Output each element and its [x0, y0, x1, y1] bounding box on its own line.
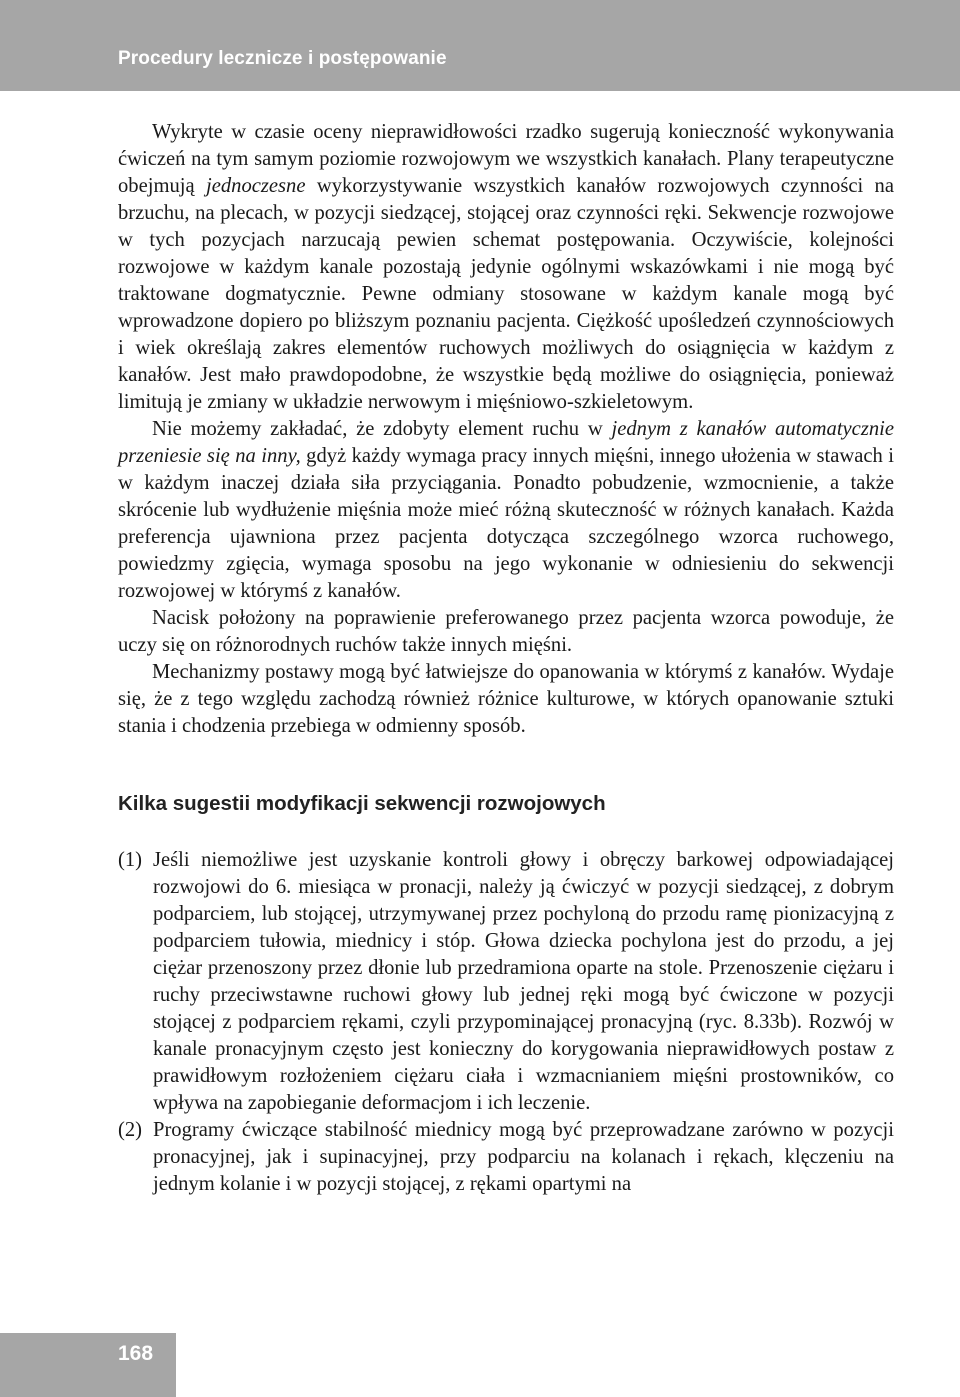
page-content — [118, 119, 894, 1198]
paragraph-2-text: Nie możemy zakładać, że zdobyty element ruchu w — [152, 418, 603, 440]
section-heading: Kilka sugestii modyfikacji sekwencji rozwojowych — [118, 792, 606, 815]
paragraph-1-text: Wykryte w czasie oceny nieprawidłowości rzadko sugerują konieczność wykonywania ćwiczeń na tym samym poziomie rozwojowym we wszystkich kanałach. Plany terapeutyczne obejmują — [118, 121, 894, 197]
list-item-number: (1) — [118, 849, 143, 871]
paragraph-4: Mechanizmy postawy mogą być łatwiejsze do opanowania w którymś z kanałów. Wydaje się, że z tego względu zachodzą również różnice kulturowe, w których opanowanie sztuki stania i chodzenia przebiega w odmienny sposób. — [118, 661, 894, 737]
paragraph-1 — [118, 119, 894, 416]
list-item — [118, 1117, 894, 1198]
header-bar — [0, 0, 960, 91]
paragraph-2 — [118, 416, 894, 605]
paragraph-2-rest: gdyż każdy wymaga pracy innych mięśni, innego ułożenia w stawach i w każdym inaczej działa siła przyciągania. Ponadto pobudzenie, wzmocnienie, a także skrócenie lub wydłużenie mięśnia może mieć różną skuteczność w różnych kanałach. Każda preferencja ujawniona przez pacjenta dotycząca szczególnego wzorca ruchowego, powiedzmy zgięcia, wymaga sposobu na jego wykonanie w odniesieniu do sekwencji rozwojowej w którymś z kanałów. — [118, 445, 894, 602]
list-item-text: Jeśli niemożliwe jest uzyskanie kontroli głowy i obręczy barkowej odpowiadającej rozwojowi do 6. miesiąca w pronacji, należy ją ćwiczyć w pozycji siedzącej, z dobrym podparciem, lub stojącej, utrzymywanej przez pochyloną do przodu ramę pionizacyjną z podparciem tułowia, miednicy i stóp. Głowa dziecka pochylona jest do przodu, a jej ciężar przenoszony przez dłonie lub przedramiona oparte na stole. Przenoszenie ciężaru i ruchy przeciwstawne ruchowi głowy lub jednej ręki mogą być ćwiczone w pozycji stojącej z podparciem rękami, czyli przypominającej pronacyjną (ryc. 8.33b). Rozwój w kanale pronacyjnym często jest konieczny do korygowania nieprawidłowych postaw z prawidłowym rozłożeniem ciężaru ciała i wzmacnianiem mięśni prostowników, co wpływa na zapobieganie deformacjom i ich leczenie. — [153, 849, 894, 1114]
paragraph-3: Nacisk położony na poprawienie preferowanego przez pacjenta wzorca powoduje, że uczy się on różnorodnych ruchów także innych mięśni. — [118, 607, 894, 656]
paragraph-2-emphasis: jednym z kanałów automatycznie przeniesie się na inny, — [118, 418, 894, 467]
paragraph-1-emphasis: jednoczesne — [206, 175, 306, 197]
list-item-number: (2) — [118, 1119, 143, 1141]
running-header-title: Procedury lecznicze i postępowanie — [118, 48, 447, 69]
page-number: 168 — [118, 1342, 154, 1365]
list-item-text: Programy ćwiczące stabilność miednicy mogą być przeprowadzane zarówno w pozycji pronacyjnej, jak i supinacyjnej, przy podparciu na kolanach i rękach, klęczeniu na jednym kolanie i w pozycji stojącej, z rękami opartymi na — [153, 1119, 894, 1195]
list-item — [118, 847, 894, 1117]
suggestion-list — [118, 847, 894, 1198]
paragraph-1-rest: wykorzystywanie wszystkich kanałów rozwojowych czynności na brzuchu, na plecach, w pozycji siedzącej, stojącej oraz czynności ręki. Sekwencje rozwojowe w tych pozycjach narzucają pewien schemat postępowania. Oczywiście, kolejności rozwojowe w każdym kanale pozostają jedynie ogólnymi wskazówkami i nie mogą być traktowane dogmatycznie. Pewne odmiany stosowane w każdym kanale mogą być wprowadzone dopiero po bliższym poznaniu pacjenta. Ciężkość upośledzeń czynnościowych i wiek określają zakres elementów ruchowych możliwych do osiągnięcia w każdym z kanałów. Jest mało prawdopodobne, że wszystkie będą możliwe do osiągnięcia, ponieważ limitują je zmiany w układzie nerwowym i mięśniowo-szkieletowym. — [118, 175, 894, 413]
